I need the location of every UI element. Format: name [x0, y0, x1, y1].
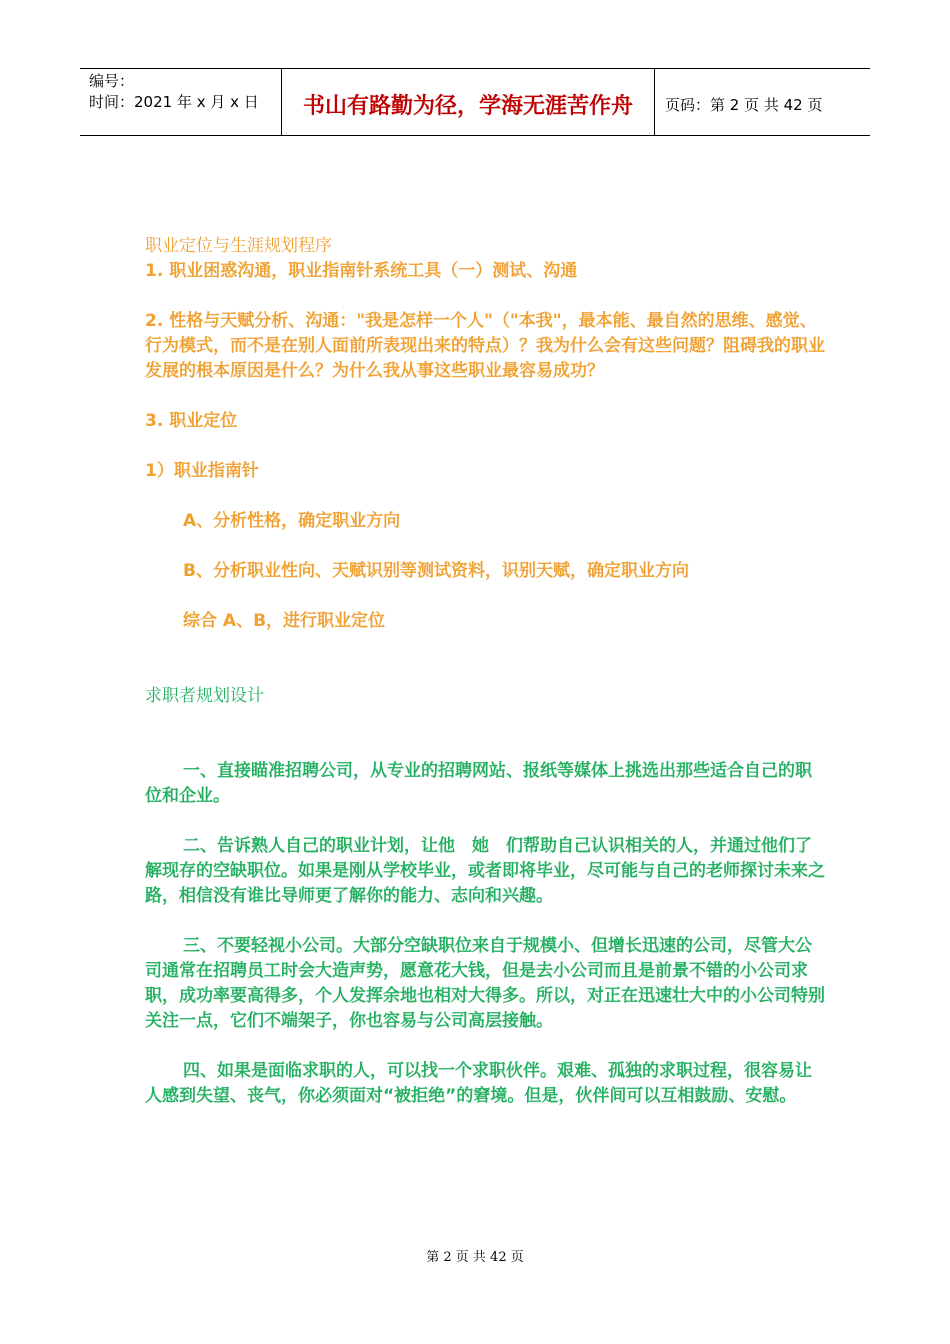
paragraph-3: 三、不要轻视小公司。大部分空缺职位来自于规模小、但增长迅速的公司，尽管大公司通常在招聘员工时会大造声势，愿意花大钱，但是去小公司而且是前景不错的小公司求职，成功率要高得多，个人发挥余地也相对大得多。所以，对正在迅速壮大中的小公司特别关注一点，它们不端架子，你也容易与公司高层接触。 — [145, 936, 825, 1031]
sub-item-c: 综合 A、B，进行职业定位 — [183, 611, 386, 631]
paragraph-1: 一、直接瞄准招聘公司，从专业的招聘网站、报纸等媒体上挑选出那些适合自己的职位和企业。 — [145, 761, 812, 806]
page-header — [80, 68, 870, 136]
number-label: 编号： — [89, 72, 135, 90]
item-1: 1. 职业困惑沟通，职业指南针系统工具（一）测试、沟通 — [145, 261, 578, 281]
date-label: 时间：2021 年 x 月 x 日 — [89, 93, 259, 111]
sub-item-1: 1）职业指南针 — [145, 461, 259, 481]
sub-item-b: B、分析职业性向、天赋识别等测试资料，识别天赋，确定职业方向 — [183, 561, 689, 581]
paragraph-2: 二、告诉熟人自己的职业计划，让他 她 们帮助自己认识相关的人，并通过他们了解现存的空缺职位。如果是刚从学校毕业，或者即将毕业，尽可能与自己的老师探讨未来之路，相信没有谁比导师更了解你的能力、志向和兴趣。 — [145, 836, 825, 906]
paragraph-4: 四、如果是面临求职的人，可以找一个求职伙伴。艰难、孤独的求职过程，很容易让人感到失望、丧气，你必须面对“被拒绝”的窘境。但是，伙伴间可以互相鼓励、安慰。 — [145, 1061, 812, 1106]
sub-item-a: A、分析性格，确定职业方向 — [183, 511, 401, 531]
section-2-title: 求职者规划设计 — [145, 686, 264, 706]
header-motto: 书山有路勤为径，学海无涯苦作舟 — [282, 69, 655, 135]
header-page-info: 页码：第 2 页 共 42 页 — [665, 95, 823, 114]
document-body — [145, 234, 825, 1109]
item-2: 2. 性格与天赋分析、沟通："我是怎样一个人"（"本我"，最本能、最自然的思维、感觉、行为模式，而不是在别人面前所表现出来的特点）？我为什么会有这些问题？阻碍我的职业发展的根本原因是什么？为什么我从事这些职业最容易成功？ — [145, 311, 825, 381]
item-3: 3. 职业定位 — [145, 411, 238, 431]
page-footer: 第 2 页 共 42 页 — [426, 1250, 524, 1265]
section-title: 职业定位与生涯规划程序 — [145, 236, 332, 256]
header-meta — [80, 69, 282, 135]
